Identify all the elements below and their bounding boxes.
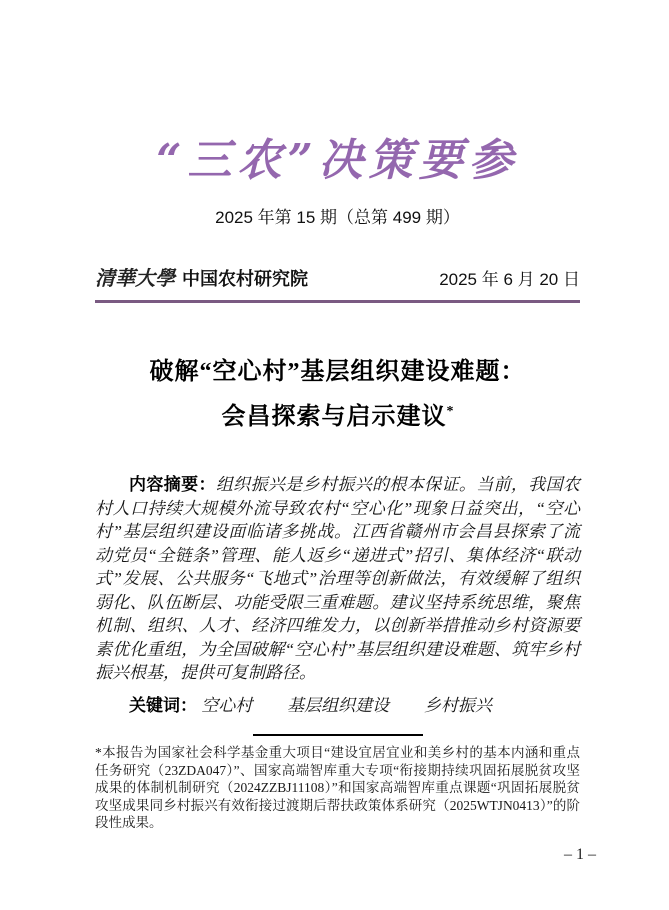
- abstract-label: 内容摘要：: [129, 475, 216, 494]
- issue-line: 2025 年第 15 期（总第 499 期）: [215, 208, 460, 227]
- keyword-item: 空心村: [201, 695, 253, 715]
- keywords-label: 关键词：: [129, 695, 197, 715]
- keywords-line: [95, 694, 580, 718]
- article-title-line2: 会昌探索与启示建议: [221, 404, 447, 430]
- masthead-title: “三农”决策要参: [156, 135, 519, 186]
- institute-name: 中国农村研究院: [182, 269, 308, 289]
- publisher-row: [95, 262, 580, 291]
- masthead-divider: [95, 300, 580, 303]
- abstract-paragraph: [95, 473, 580, 685]
- publish-date: 2025 年 6 月 20 日: [439, 270, 580, 289]
- article: [95, 353, 580, 717]
- masthead: [95, 128, 580, 303]
- title-footnote-marker: *: [446, 404, 454, 419]
- footnote-paragraph: [95, 744, 580, 832]
- article-title-line1: 破解“空心村”基层组织建设难题：: [149, 359, 526, 385]
- page-footer: [95, 734, 596, 864]
- abstract-text: 组织振兴是乡村振兴的根本保证。当前，我国农村人口持续大规模外流导致农村“空心化”现象日益突出，“空心村”基层组织建设面临诸多挑战。江西省赣州市会昌县探索了流动党员“全链条”管理、能人返乡“递进式”招引、集体经济“联动式”发展、公共服务“飞地式”治理等创新做法，有效缓解了组织弱化、队伍断层、功能受限三重难题。建议坚持系统思维，聚焦机制、组织、人才、经济四维发力，以创新举措推动乡村资源要素优化重组，为全国破解“空心村”基层组织建设难题、筑牢乡村振兴根基，提供可复制路径。: [95, 475, 581, 682]
- footnote-text: 本报告为国家社会科学基金重大项目“建设宜居宜业和美乡村的基本内涵和重点任务研究（23ZDA047）”、国家高端智库重大专项“衔接期持续巩固拓展脱贫攻坚成果的体制机制研究（2024ZZBJ11108）”和国家高端智库重点课题“巩固拓展脱贫攻坚成果同乡村振兴有效衔接过渡期后帮扶政策体系研究（2025WTJN0413）”的阶段性成果。: [95, 745, 580, 830]
- university-logotype: 清華大學: [95, 266, 175, 290]
- article-title: [95, 353, 580, 437]
- footnote-marker: *: [95, 745, 102, 760]
- footnote-divider: [253, 734, 423, 736]
- page-number: – 1 –: [564, 845, 596, 863]
- keyword-item: 基层组织建设: [287, 695, 390, 715]
- keyword-item: 乡村振兴: [423, 695, 492, 715]
- publisher-block: [95, 262, 308, 291]
